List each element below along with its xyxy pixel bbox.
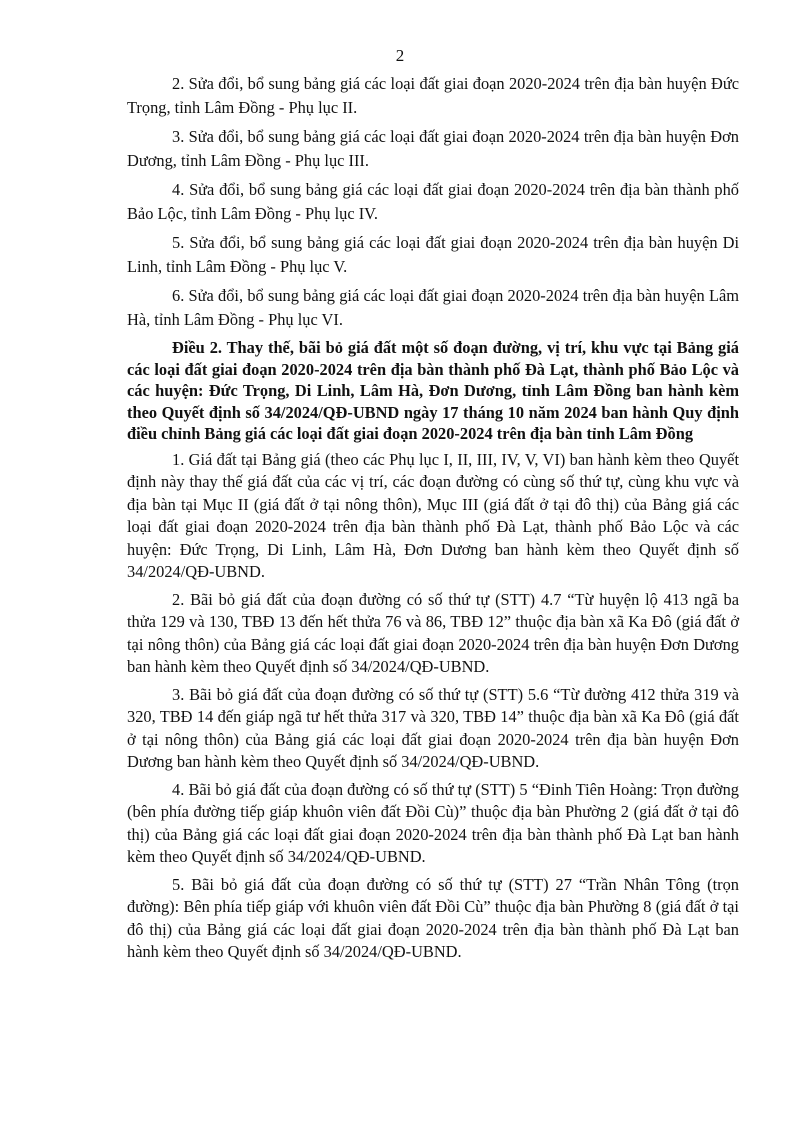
page-number: 2 bbox=[395, 46, 405, 65]
amendment-item-4: 4. Sửa đổi, bổ sung bảng giá các loại đất giai đoạn 2020-2024 trên địa bàn thành phố Bảo Lộc, tỉnh Lâm Đồng - Phụ lục IV. bbox=[127, 180, 739, 223]
article-2-heading: Điều 2. Thay thế, bãi bỏ giá đất một số đoạn đường, vị trí, khu vực tại Bảng giá các loại đất giai đoạn 2020-2024 trên địa bàn thành phố Đà Lạt, thành phố Bảo Lộc và các huyện: Đức Trọng, Di Linh, Lâm Hà, Đơn Dương, tỉnh Lâm Đồng ban hành kèm theo Quyết định số 34/2024/QĐ-UBND ngày 17 tháng 10 năm 2024 ban hành Quy định điều chỉnh Bảng giá các loại đất giai đoạn 2020-2024 trên địa bàn tỉnh Lâm Đồng bbox=[127, 338, 739, 443]
article-2-clause-4: 4. Bãi bỏ giá đất của đoạn đường có số thứ tự (STT) 5 “Đinh Tiên Hoàng: Trọn đường (bên phía đường tiếp giáp khuôn viên đất Đồi Cù)” thuộc địa bàn Phường 2 (giá đất ở tại đô thị) của Bảng giá các loại đất giai đoạn 2020-2024 trên địa bàn thành phố Đà Lạt ban hành kèm theo Quyết định số 34/2024/QĐ-UBND. bbox=[127, 779, 739, 866]
document-body bbox=[127, 72, 739, 969]
article-2-clause-3: 3. Bãi bỏ giá đất của đoạn đường có số thứ tự (STT) 5.6 “Từ đường 412 thửa 319 và 320, TBĐ 14 đến giáp ngã tư hết thửa 317 và 320, TBĐ 14” thuộc địa bàn xã Ka Đô (giá đất ở tại nông thôn) của Bảng giá các loại đất giai đoạn 2020-2024 trên địa bàn huyện Đơn Dương ban hành kèm theo Quyết định số 34/2024/QĐ-UBND. bbox=[127, 684, 739, 771]
amendment-item-6: 6. Sửa đổi, bổ sung bảng giá các loại đất giai đoạn 2020-2024 trên địa bàn huyện Lâm Hà, tỉnh Lâm Đồng - Phụ lục VI. bbox=[127, 286, 739, 329]
article-2-clause-1: 1. Giá đất tại Bảng giá (theo các Phụ lục I, II, III, IV, V, VI) ban hành kèm theo Quyết định này thay thế giá đất của các vị trí, các đoạn đường có cùng số thứ tự, cùng khu vực và địa bàn tại Mục II (giá đất ở tại nông thôn), Mục III (giá đất ở tại đô thị) của Bảng giá các loại đất giai đoạn 2020-2024 trên địa bàn thành phố Đà Lạt, thành phố Bảo Lộc và các huyện: Đức Trọng, Di Linh, Lâm Hà, Đơn Dương ban hành kèm theo Quyết định số 34/2024/QĐ-UBND. bbox=[127, 449, 739, 581]
amendment-item-2: 2. Sửa đổi, bổ sung bảng giá các loại đất giai đoạn 2020-2024 trên địa bàn huyện Đức Trọng, tỉnh Lâm Đồng - Phụ lục II. bbox=[127, 74, 739, 117]
amendment-item-3: 3. Sửa đổi, bổ sung bảng giá các loại đất giai đoạn 2020-2024 trên địa bàn huyện Đơn Dương, tỉnh Lâm Đồng - Phụ lục III. bbox=[127, 127, 739, 170]
article-2-clause-5: 5. Bãi bỏ giá đất của đoạn đường có số thứ tự (STT) 27 “Trần Nhân Tông (trọn đường): Bên phía tiếp giáp với khuôn viên đất Đồi Cù” thuộc địa bàn Phường 8 (giá đất ở tại đô thị) của Bảng giá các loại đất giai đoạn 2020-2024 trên địa bàn thành phố Đà Lạt ban hành kèm theo Quyết định số 34/2024/QĐ-UBND. bbox=[127, 874, 739, 961]
article-2-clause-2: 2. Bãi bỏ giá đất của đoạn đường có số thứ tự (STT) 4.7 “Từ huyện lộ 413 ngã ba thửa 129 và 130, TBĐ 13 đến hết thửa 76 và 86, TBĐ 12” thuộc địa bàn xã Ka Đô (giá đất ở tại nông thôn) của Bảng giá các loại đất giai đoạn 2020-2024 trên địa bàn huyện Đơn Dương ban hành kèm theo Quyết định số 34/2024/QĐ-UBND. bbox=[127, 589, 739, 676]
amendment-item-5: 5. Sửa đổi, bổ sung bảng giá các loại đất giai đoạn 2020-2024 trên địa bàn huyện Di Linh, tỉnh Lâm Đồng - Phụ lục V. bbox=[127, 233, 739, 276]
